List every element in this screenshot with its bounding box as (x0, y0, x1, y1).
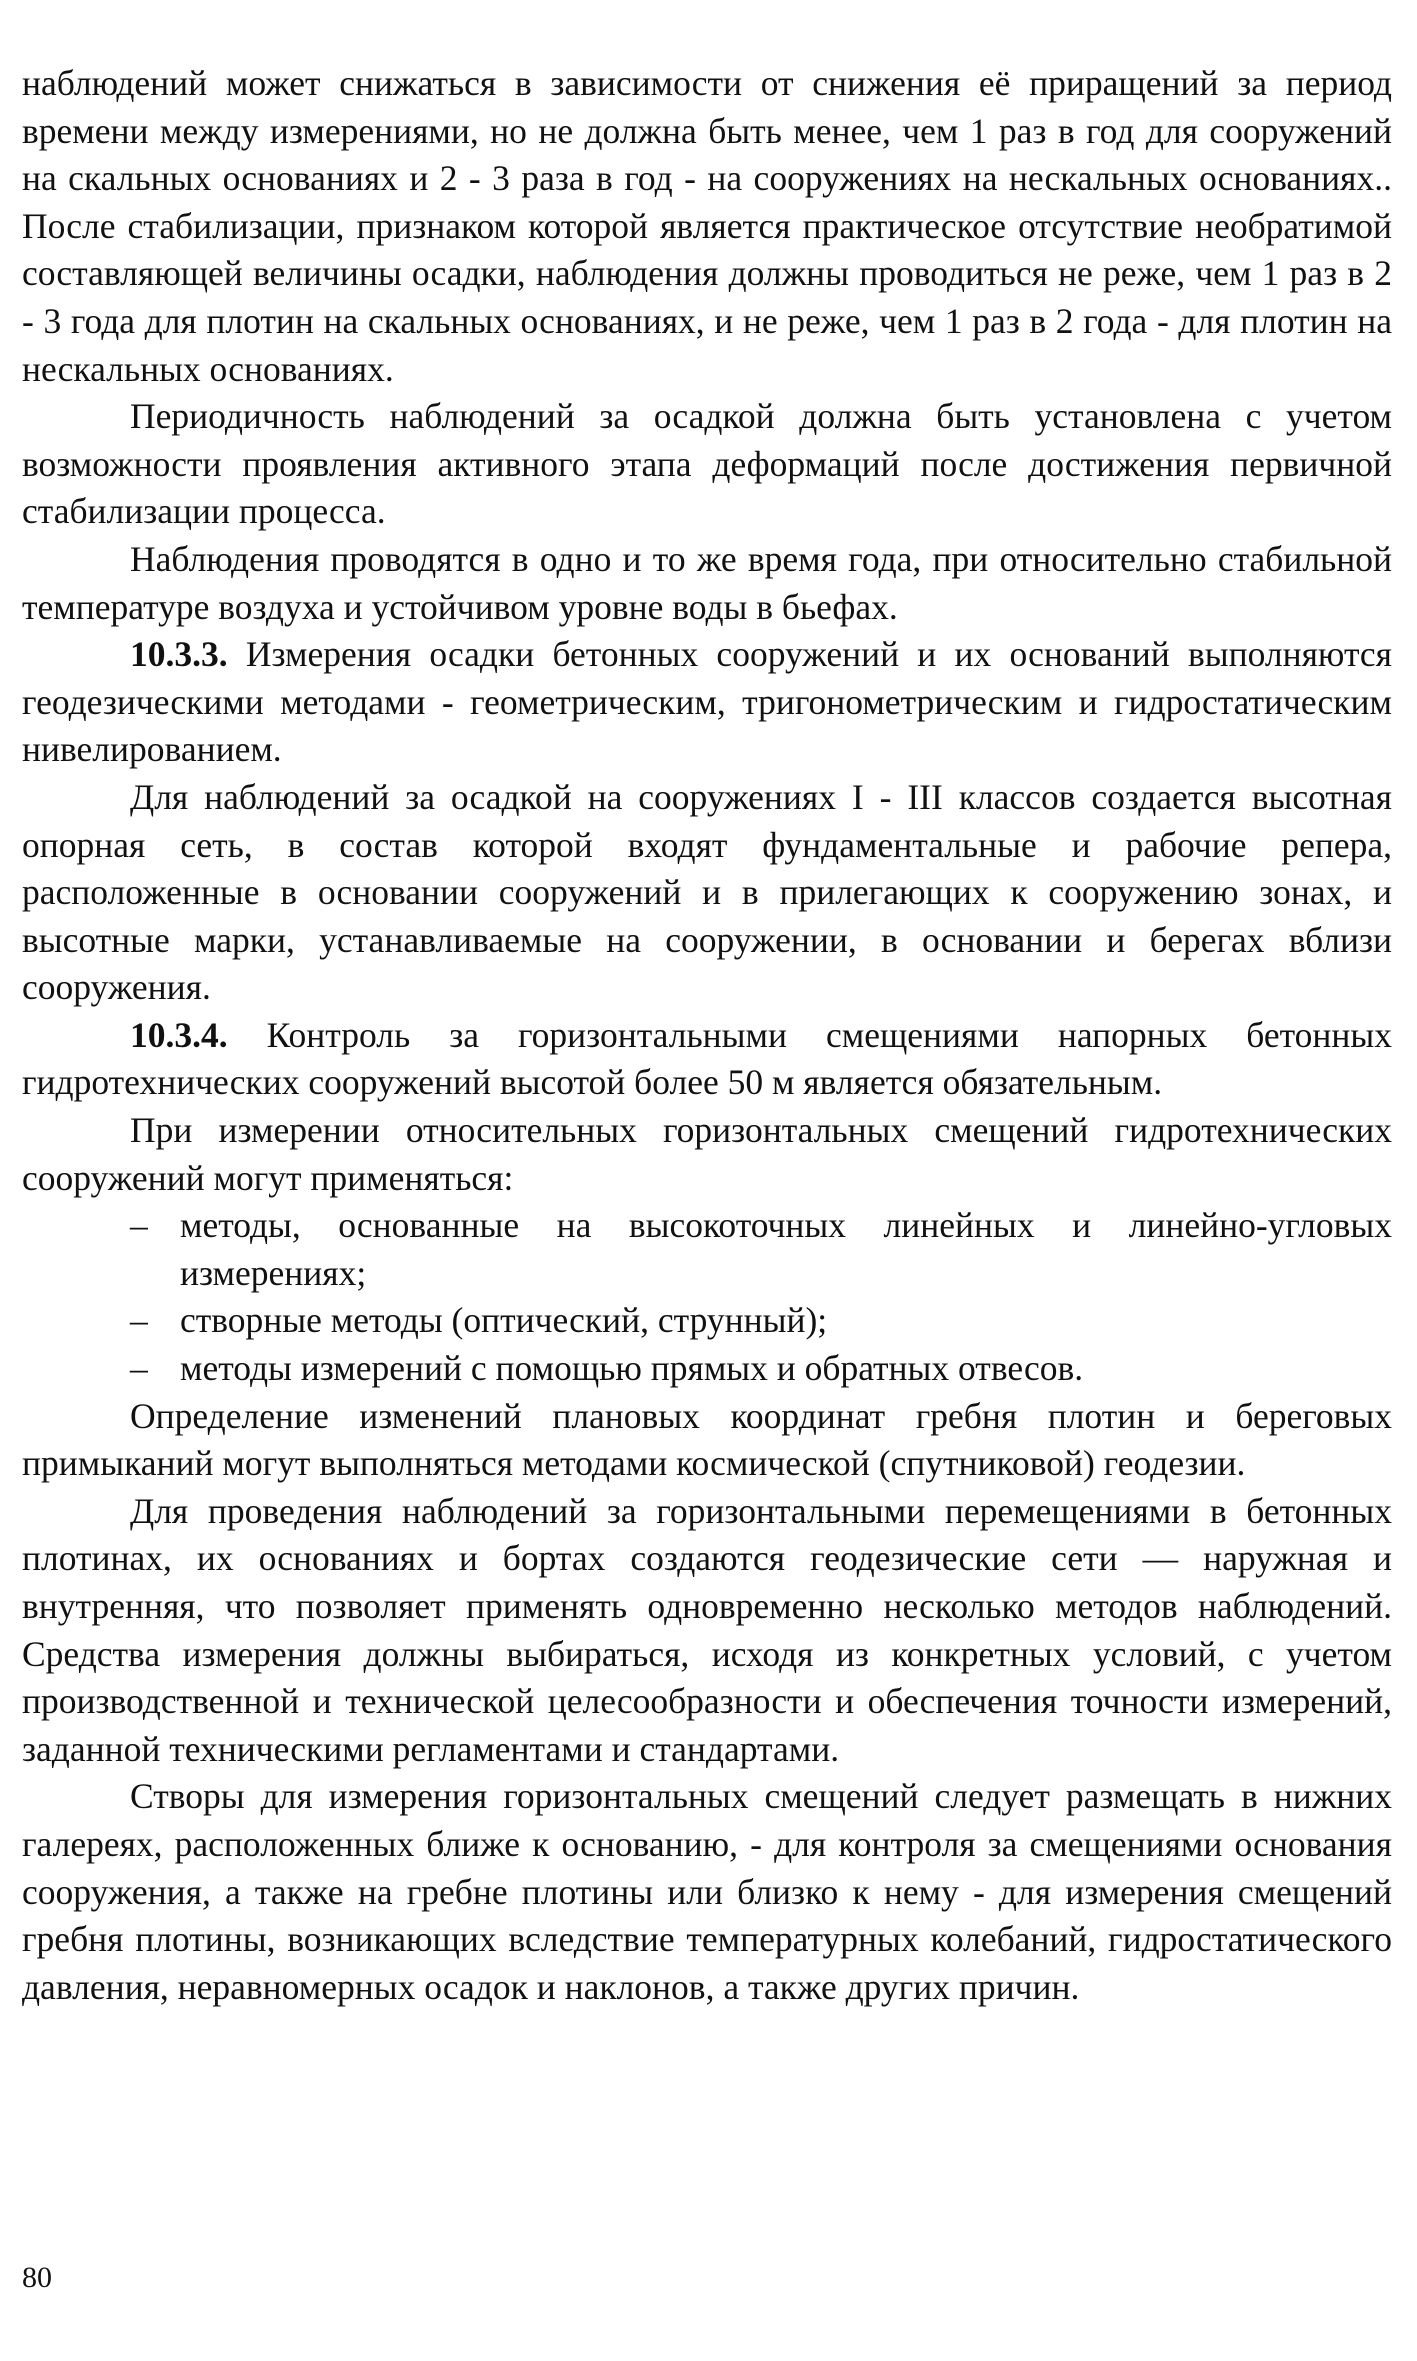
paragraph-reference-network: Для наблюдений за осадкой на сооружениях I - III классов создается высотная опорная сеть, в состав которой входят фундаментальные и рабочие репера, расположенные в основании сооружений и в прилегающих к сооружению зонах, и высотные марки, устанавливаемые на сооружении, в основании и берегах вблизи сооружения. (22, 776, 1392, 1008)
section-10-3-3 (22, 631, 1392, 774)
list-item-text: методы измерений с помощью прямых и обратных отвесов. (180, 1348, 1084, 1389)
paragraph-observation-time: Наблюдения проводятся в одно и то же время года, при относительно стабильной температуре воздуха и устойчивом уровне воды в бьефах. (22, 538, 1392, 627)
methods-list (22, 1202, 1392, 1392)
section-number: 10.3.4. (130, 1014, 228, 1055)
paragraph-geodetic-networks: Для проведения наблюдений за горизонтальными перемещениями в бетонных плотинах, их основаниях и бортах создаются геодезические сети — наружная и внутренняя, что позволяет применять одновременно несколько методов наблюдений. Средства измерения должны выбираться, исходя из конкретных условий, с учетом производственной и технической целесообразности и обеспечения точности измерений, заданной техническими регламентами и стандартами. (22, 1490, 1392, 1769)
page-body (22, 60, 1392, 2011)
list-item-text: методы, основанные на высокоточных линейных и линейно-угловых измерениях; (180, 1205, 1392, 1293)
page-number: 80 (22, 2261, 52, 2294)
paragraph-continuation: наблюдений может снижаться в зависимости от снижения её приращений за период времени между измерениями, но не должна быть менее, чем 1 раз в год для сооружений на скальных основаниях и 2 - 3 раза в год - на сооружениях на нескальных основаниях.. После стабилизации, признаком которой является практическое отсутствие необратимой составляющей величины осадки, наблюдения должны проводиться не реже, чем 1 раз в 2 - 3 года для плотин на скальных основаниях, и не реже, чем 1 раз в 2 года - для плотин на нескальных основаниях. (22, 63, 1392, 389)
list-item (22, 1345, 1392, 1393)
paragraph-methods-intro: При измерении относительных горизонтальных смещений гидротехнических сооружений могут применяться: (22, 1110, 1392, 1198)
list-dash: – (130, 1348, 148, 1389)
section-number: 10.3.3. (130, 634, 228, 675)
list-item (22, 1297, 1392, 1345)
list-dash: – (130, 1205, 148, 1246)
list-item-text: створные методы (оптический, струнный); (180, 1300, 828, 1341)
section-text: Контроль за горизонтальными смещениями напорных бетонных гидротехнических сооружений высотой более 50 м является обязательным. (22, 1014, 1392, 1103)
section-10-3-4 (22, 1012, 1392, 1107)
section-text: Измерения осадки бетонных сооружений и их оснований выполняются геодезическими методами - геометрическим, тригонометрическим и гидростатическим нивелированием. (22, 634, 1392, 770)
paragraph-satellite-geodesy: Определение изменений плановых координат гребня плотин и береговых примыканий могут выполняться методами космической (спутниковой) геодезии. (22, 1395, 1392, 1484)
paragraph-periodicity: Периодичность наблюдений за осадкой должна быть установлена с учетом возможности проявления активного этапа деформаций после достижения первичной стабилизации процесса. (22, 396, 1392, 532)
paragraph-alignments: Створы для измерения горизонтальных смещений следует размещать в нижних галереях, расположенных ближе к основанию, - для контроля за смещениями основания сооружения, а также на гребне плотины или близко к нему - для измерения смещений гребня плотины, возникающих вследствие температурных колебаний, гидростатического давления, неравномерных осадок и наклонов, а также других причин. (22, 1776, 1392, 2007)
list-dash: – (130, 1300, 148, 1341)
list-item (22, 1202, 1392, 1297)
